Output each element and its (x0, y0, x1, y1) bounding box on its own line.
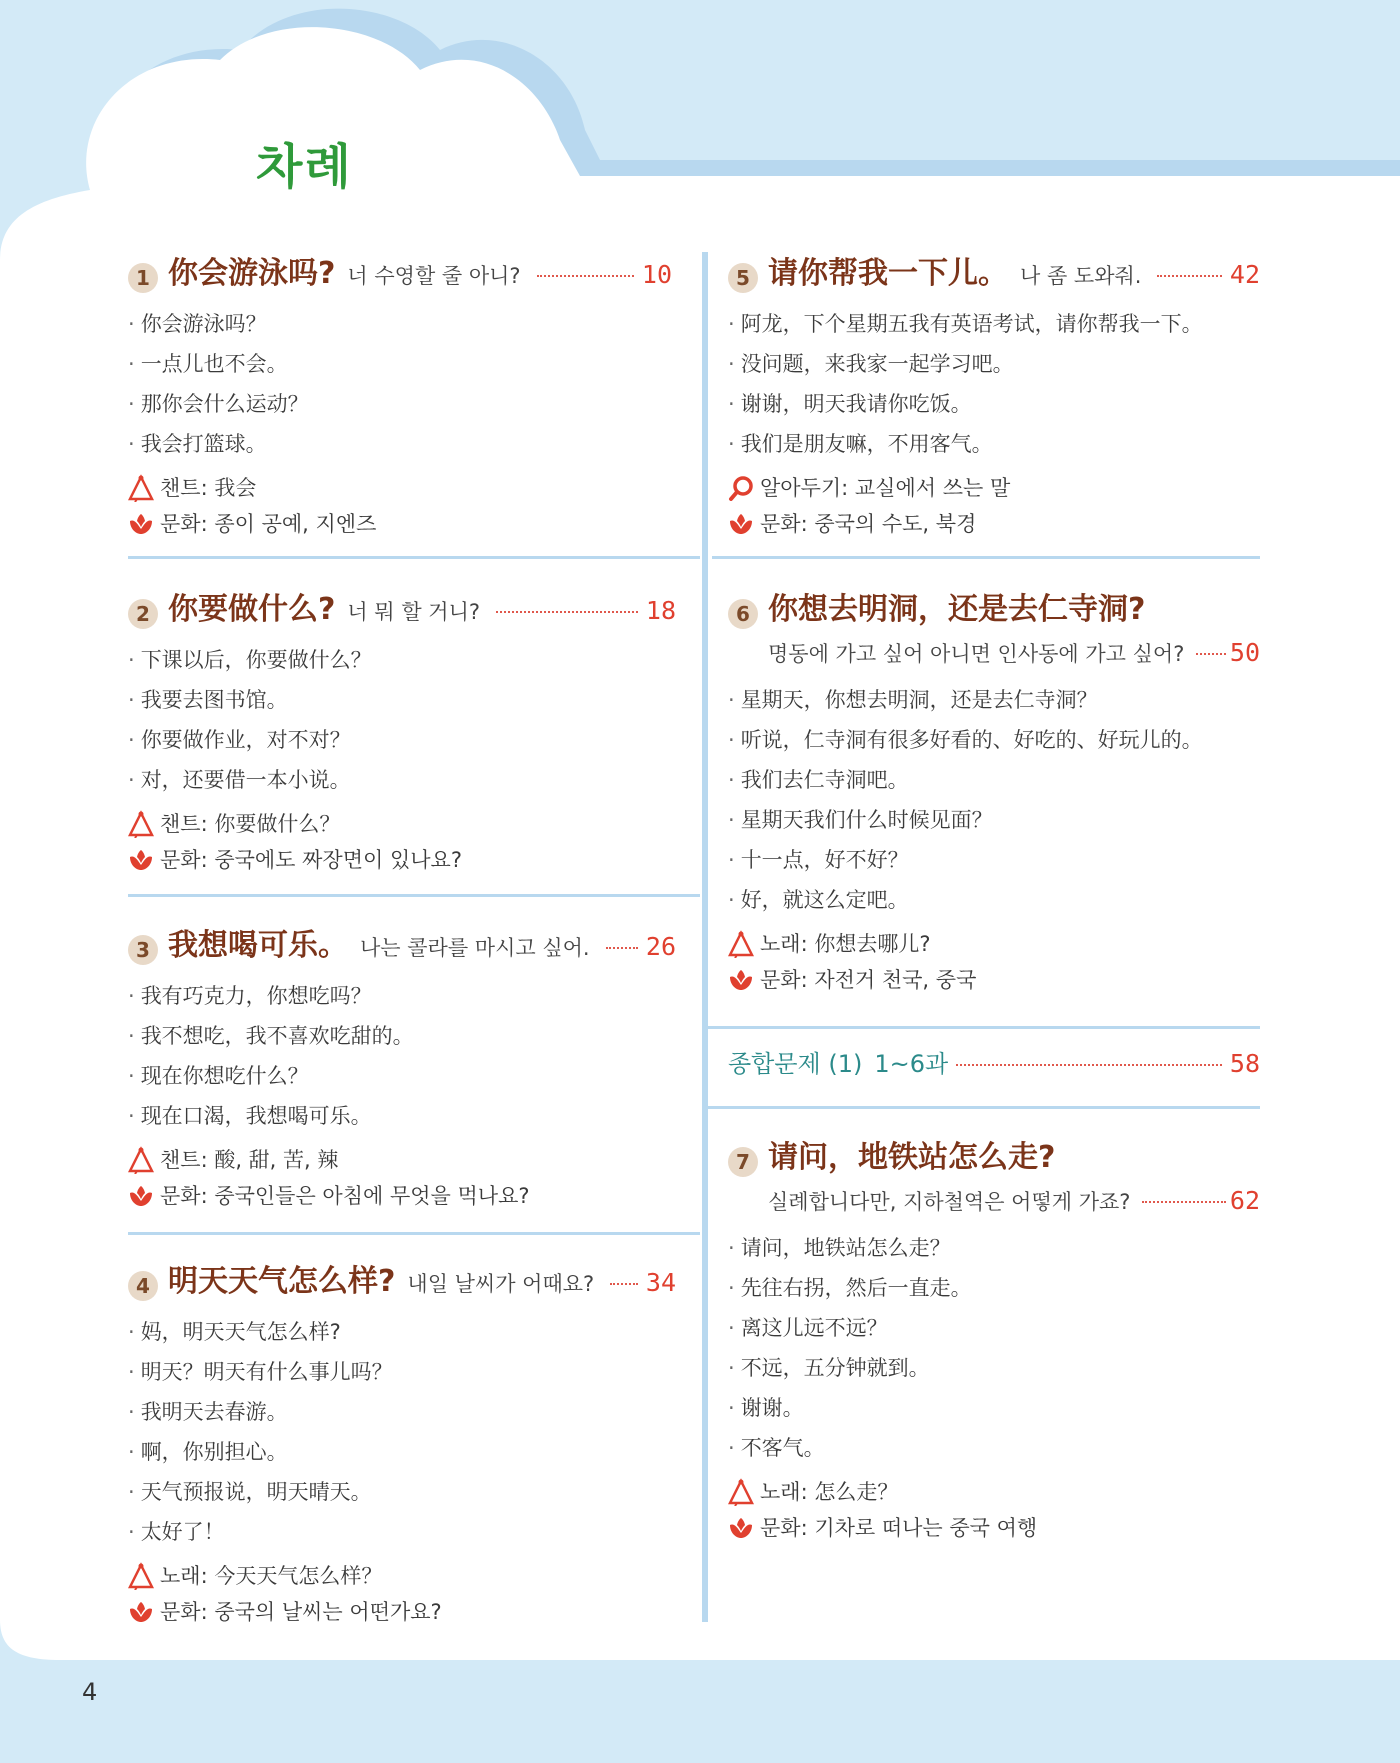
dialogue-line: · 现在口渴，我想喝可乐。 (128, 1104, 372, 1128)
column-divider (702, 252, 708, 1622)
page-ref: 58 (1229, 1049, 1260, 1078)
dialogue-line: · 星期天我们什么时候见面？ (728, 808, 993, 832)
lesson-heading[interactable] (128, 584, 676, 628)
lesson-title-ko: 나는 콜라를 마시고 싶어. (360, 936, 590, 960)
triangle-icon (128, 474, 154, 502)
flower-icon (128, 1185, 154, 1207)
lesson-title-zh: 明天天气怎么样? (168, 1264, 396, 1299)
page-ref: 18 (645, 596, 676, 625)
lesson-number: 2 (128, 599, 158, 629)
leader-dots (1196, 653, 1226, 655)
lesson-number: 4 (128, 1271, 158, 1301)
dialogue-line: · 不客气。 (728, 1436, 825, 1460)
lesson-title-ko: 나 좀 도와줘. (1020, 264, 1142, 288)
lesson-heading[interactable] (728, 584, 1260, 628)
extra-activity: 챈트: 你要做什么？ (128, 806, 676, 842)
divider (708, 1106, 1260, 1109)
lesson-title-zh: 我想喝可乐。 (168, 928, 348, 963)
dialogue-line: · 请问，地铁站怎么走？ (728, 1236, 951, 1260)
triangle-icon (128, 1562, 154, 1590)
dialogue-line: · 星期天，你想去明洞，还是去仁寺洞？ (728, 688, 1098, 712)
extra-culture: 문화: 중국인들은 아침에 무엇을 먹나요? (128, 1178, 676, 1214)
dialogue-line: · 一点儿也不会。 (128, 352, 288, 376)
divider (712, 556, 1260, 559)
lesson-heading[interactable] (728, 248, 1260, 292)
dialogue-line: · 先往右拐，然后一直走。 (728, 1276, 972, 1300)
lesson-subtitle[interactable] (728, 638, 1260, 668)
extra-activity: 챈트: 我会 (128, 470, 672, 506)
dialogue-line: · 天气预报说，明天晴天。 (128, 1480, 372, 1504)
dialogue-line: · 现在你想吃什么？ (128, 1064, 309, 1088)
dialogue-line: · 下课以后，你要做什么？ (128, 648, 372, 672)
lesson-number: 5 (728, 263, 758, 293)
dialogue-line: · 好，就这么定吧。 (728, 888, 909, 912)
lesson-subtitle[interactable] (728, 1186, 1260, 1216)
extra-activity: 노래: 今天天气怎么样？ (128, 1558, 676, 1594)
page-ref: 34 (645, 1268, 676, 1297)
leader-dots (610, 1283, 638, 1285)
lesson-heading[interactable] (128, 1256, 676, 1300)
lesson-number: 1 (128, 263, 158, 293)
dialogue-line: · 明天？明天有什么事儿吗？ (128, 1360, 393, 1384)
extra-activity: 노래: 你想去哪儿? (728, 926, 1260, 962)
leader-dots (606, 947, 638, 949)
lesson-number: 3 (128, 935, 158, 965)
leader-dots (537, 275, 634, 277)
extra-tip: 알아두기: 교실에서 쓰는 말 (728, 470, 1260, 506)
lesson-number: 6 (728, 599, 758, 629)
review-entry[interactable] (728, 1044, 1260, 1079)
divider (128, 894, 700, 897)
triangle-icon (128, 810, 154, 838)
dialogue-line: · 你要做作业，对不对？ (128, 728, 351, 752)
dialogue-line: · 我要去图书馆。 (128, 688, 288, 712)
extra-culture: 문화: 종이 공예, 지엔즈 (128, 506, 672, 542)
dialogue-line: · 离这儿远不远？ (728, 1316, 888, 1340)
lesson-5 (728, 248, 1260, 542)
page-ref: 50 (1229, 638, 1260, 667)
page-ref: 10 (641, 260, 672, 289)
leader-dots (496, 611, 638, 613)
extra-activity: 챈트: 酸, 甜, 苦, 辣 (128, 1142, 676, 1178)
page-number: 4 (82, 1678, 98, 1706)
divider (708, 1026, 1260, 1029)
dialogue-line: · 妈，明天天气怎么样? (128, 1320, 341, 1344)
lesson-title-ko: 너 수영할 줄 아니? (347, 264, 521, 288)
dialogue-line: · 我们去仁寺洞吧。 (728, 768, 909, 792)
lesson-title-zh: 你要做什么? (168, 592, 336, 627)
dialogue-line: · 太好了！ (128, 1520, 225, 1544)
lesson-heading[interactable] (728, 1132, 1260, 1176)
dialogue-line: · 对，还要借一本小说。 (128, 768, 351, 792)
lesson-number: 7 (728, 1147, 758, 1177)
dialogue-line: · 谢谢。 (728, 1396, 804, 1420)
dialogue-line: · 我有巧克力，你想吃吗？ (128, 984, 372, 1008)
extra-culture: 문화: 기차로 떠나는 중국 여행 (728, 1510, 1260, 1546)
dialogue-line: · 不远，五分钟就到。 (728, 1356, 930, 1380)
flower-icon (128, 513, 154, 535)
leader-dots (956, 1064, 1222, 1066)
dialogue-line: · 听说，仁寺洞有很多好看的、好吃的、好玩儿的。 (728, 728, 1203, 752)
dialogue-line: · 十一点，好不好？ (728, 848, 909, 872)
triangle-icon (728, 1478, 754, 1506)
triangle-icon (728, 930, 754, 958)
dialogue-line: · 谢谢，明天我请你吃饭。 (728, 392, 972, 416)
page-ref: 26 (645, 932, 676, 961)
dialogue-line: · 阿龙，下个星期五我有英语考试，请你帮我一下。 (728, 312, 1203, 336)
review-range: 1~6과 (874, 1050, 949, 1078)
dialogue-line: · 没问题，来我家一起学习吧。 (728, 352, 1014, 376)
dialogue-line: · 你会游泳吗？ (128, 312, 267, 336)
lesson-6 (728, 584, 1260, 998)
dialogue-line: · 我们是朋友嘛，不用客气。 (728, 432, 993, 456)
lesson-7 (728, 1132, 1260, 1546)
lesson-3 (128, 920, 676, 1214)
lesson-1 (128, 248, 672, 542)
dialogue-line: · 我明天去春游。 (128, 1400, 288, 1424)
page-ref: 42 (1229, 260, 1260, 289)
flower-icon (128, 849, 154, 871)
flower-icon (728, 1517, 754, 1539)
divider (128, 1232, 700, 1235)
flower-icon (128, 1601, 154, 1623)
page-title: 차례 (256, 139, 353, 195)
dialogue-line: · 我会打篮球。 (128, 432, 267, 456)
extra-activity: 노래: 怎么走？ (728, 1474, 1260, 1510)
leader-dots (1157, 275, 1221, 277)
lesson-heading[interactable] (128, 920, 676, 964)
lesson-title-ko: 명동에 가고 싶어 아니면 인사동에 가고 싶어? (768, 642, 1185, 666)
flower-icon (728, 969, 754, 991)
lesson-title-ko: 너 뭐 할 거니? (347, 600, 481, 624)
extra-culture: 문화: 자전거 천국, 중국 (728, 962, 1260, 998)
lesson-title-zh: 请问，地铁站怎么走? (768, 1140, 1056, 1175)
leader-dots (1142, 1201, 1225, 1203)
divider (128, 556, 700, 559)
extra-culture: 문화: 중국의 날씨는 어떤가요? (128, 1594, 676, 1630)
triangle-icon (128, 1146, 154, 1174)
extra-culture: 문화: 중국의 수도, 북경 (728, 506, 1260, 542)
lesson-title-zh: 请你帮我一下儿。 (768, 256, 1008, 291)
flower-icon (728, 513, 754, 535)
dialogue-line: · 我不想吃，我不喜欢吃甜的。 (128, 1024, 414, 1048)
lesson-2 (128, 584, 676, 878)
lesson-title-ko: 실례합니다만, 지하철역은 어떻게 가죠? (768, 1190, 1131, 1214)
lesson-title-zh: 你想去明洞，还是去仁寺洞? (768, 592, 1146, 627)
review-label: 종합문제 (1) (728, 1050, 863, 1078)
dialogue-line: · 那你会什么运动？ (128, 392, 309, 416)
lesson-heading[interactable] (128, 248, 672, 292)
dialogue-line: · 啊，你别担心。 (128, 1440, 288, 1464)
lesson-title-zh: 你会游泳吗? (168, 256, 336, 291)
magnifier-icon (728, 475, 754, 501)
lesson-title-ko: 내일 날씨가 어때요? (407, 1272, 595, 1296)
lesson-4 (128, 1256, 676, 1630)
page-ref: 62 (1229, 1186, 1260, 1215)
extra-culture: 문화: 중국에도 짜장면이 있나요? (128, 842, 676, 878)
